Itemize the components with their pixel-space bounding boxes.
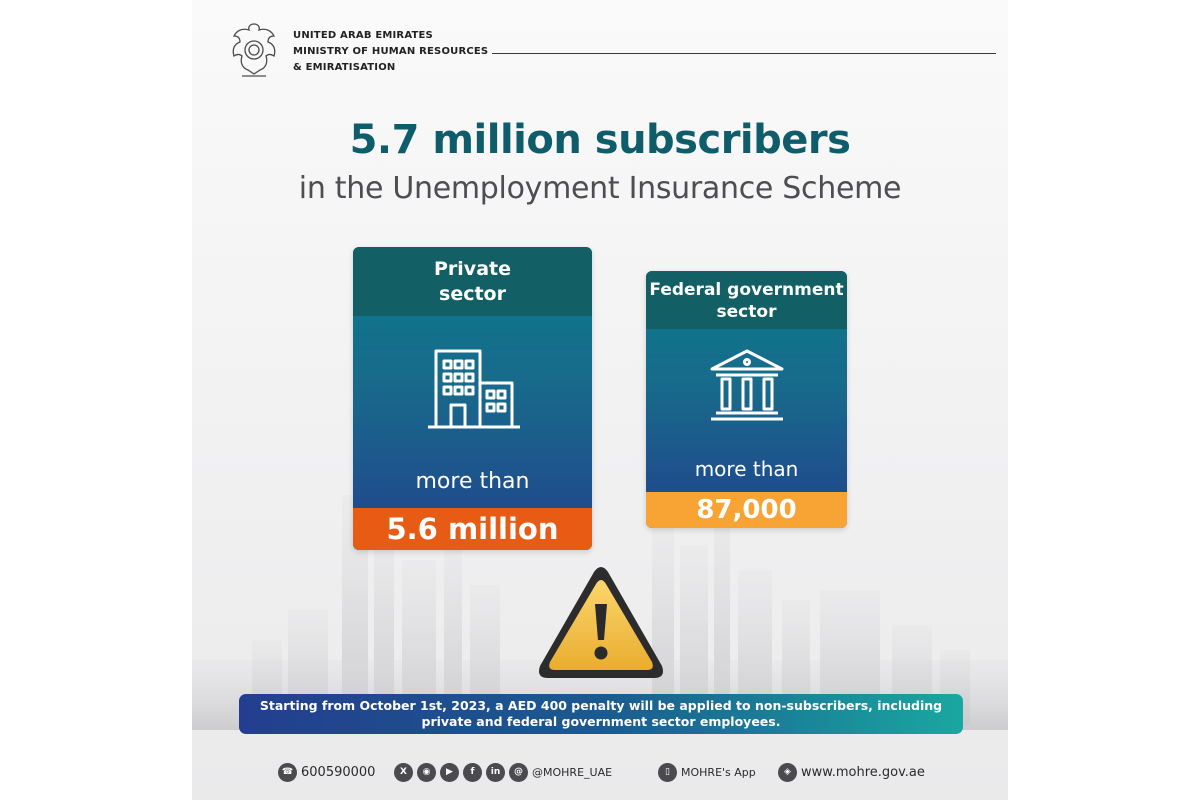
header-divider: [492, 53, 996, 54]
private-heading-line-2: sector: [439, 283, 506, 305]
ministry-name: [293, 28, 533, 76]
smartphone-icon: ▯: [658, 763, 677, 782]
government-building-icon: [708, 345, 786, 425]
private-more-than-label: more than: [415, 469, 530, 494]
federal-more-than-label: more than: [694, 457, 799, 481]
federal-heading-line-2: sector: [716, 302, 777, 322]
headline-subtitle: in the Unemployment Insurance Scheme: [298, 171, 902, 206]
private-subscribers-value: 5.6 million: [353, 508, 592, 550]
private-sector-heading: [353, 247, 592, 316]
headline-title: 5.7 million subscribers: [349, 117, 851, 163]
website-url: www.mohre.gov.ae: [801, 764, 925, 780]
threads-icon[interactable]: @: [509, 763, 528, 782]
facebook-icon[interactable]: f: [463, 763, 482, 782]
website-link[interactable]: [778, 758, 925, 786]
infographic-canvas: [192, 0, 1008, 800]
notice-line-2: private and federal government sector employees.: [421, 714, 781, 729]
penalty-notice: [239, 694, 963, 734]
phone-icon: ☎: [278, 763, 297, 782]
social-handle[interactable]: @MOHRE_UAE: [532, 765, 613, 779]
social-links: [394, 758, 612, 786]
private-sector-card: [353, 247, 592, 550]
private-heading-line-1: Private: [434, 258, 511, 280]
ministry-line-3: & EMIRATISATION: [293, 62, 396, 73]
youtube-icon[interactable]: ▶: [440, 763, 459, 782]
federal-sector-card: [646, 271, 847, 528]
federal-heading-line-1: Federal government: [649, 280, 844, 300]
ministry-line-1: UNITED ARAB EMIRATES: [293, 30, 433, 41]
federal-subscribers-value: 87,000: [646, 492, 847, 528]
globe-icon: ◈: [778, 763, 797, 782]
warning-triangle-icon: [534, 562, 668, 690]
x-twitter-icon[interactable]: X: [394, 763, 413, 782]
mohre-app-link[interactable]: [658, 758, 756, 786]
instagram-icon[interactable]: ◉: [417, 763, 436, 782]
footer: [192, 758, 1008, 788]
federal-sector-heading: [646, 271, 847, 329]
app-label: MOHRE's App: [681, 765, 756, 779]
phone-number: 600590000: [301, 764, 376, 780]
uae-emblem-icon: [228, 18, 280, 82]
office-buildings-icon: [426, 343, 522, 431]
phone-contact[interactable]: [278, 758, 375, 786]
ministry-line-2: MINISTRY OF HUMAN RESOURCES: [293, 46, 489, 57]
linkedin-icon[interactable]: in: [486, 763, 505, 782]
notice-line-1: Starting from October 1st, 2023, a AED 400 penalty will be applied to non-subscribers, including: [259, 698, 943, 713]
